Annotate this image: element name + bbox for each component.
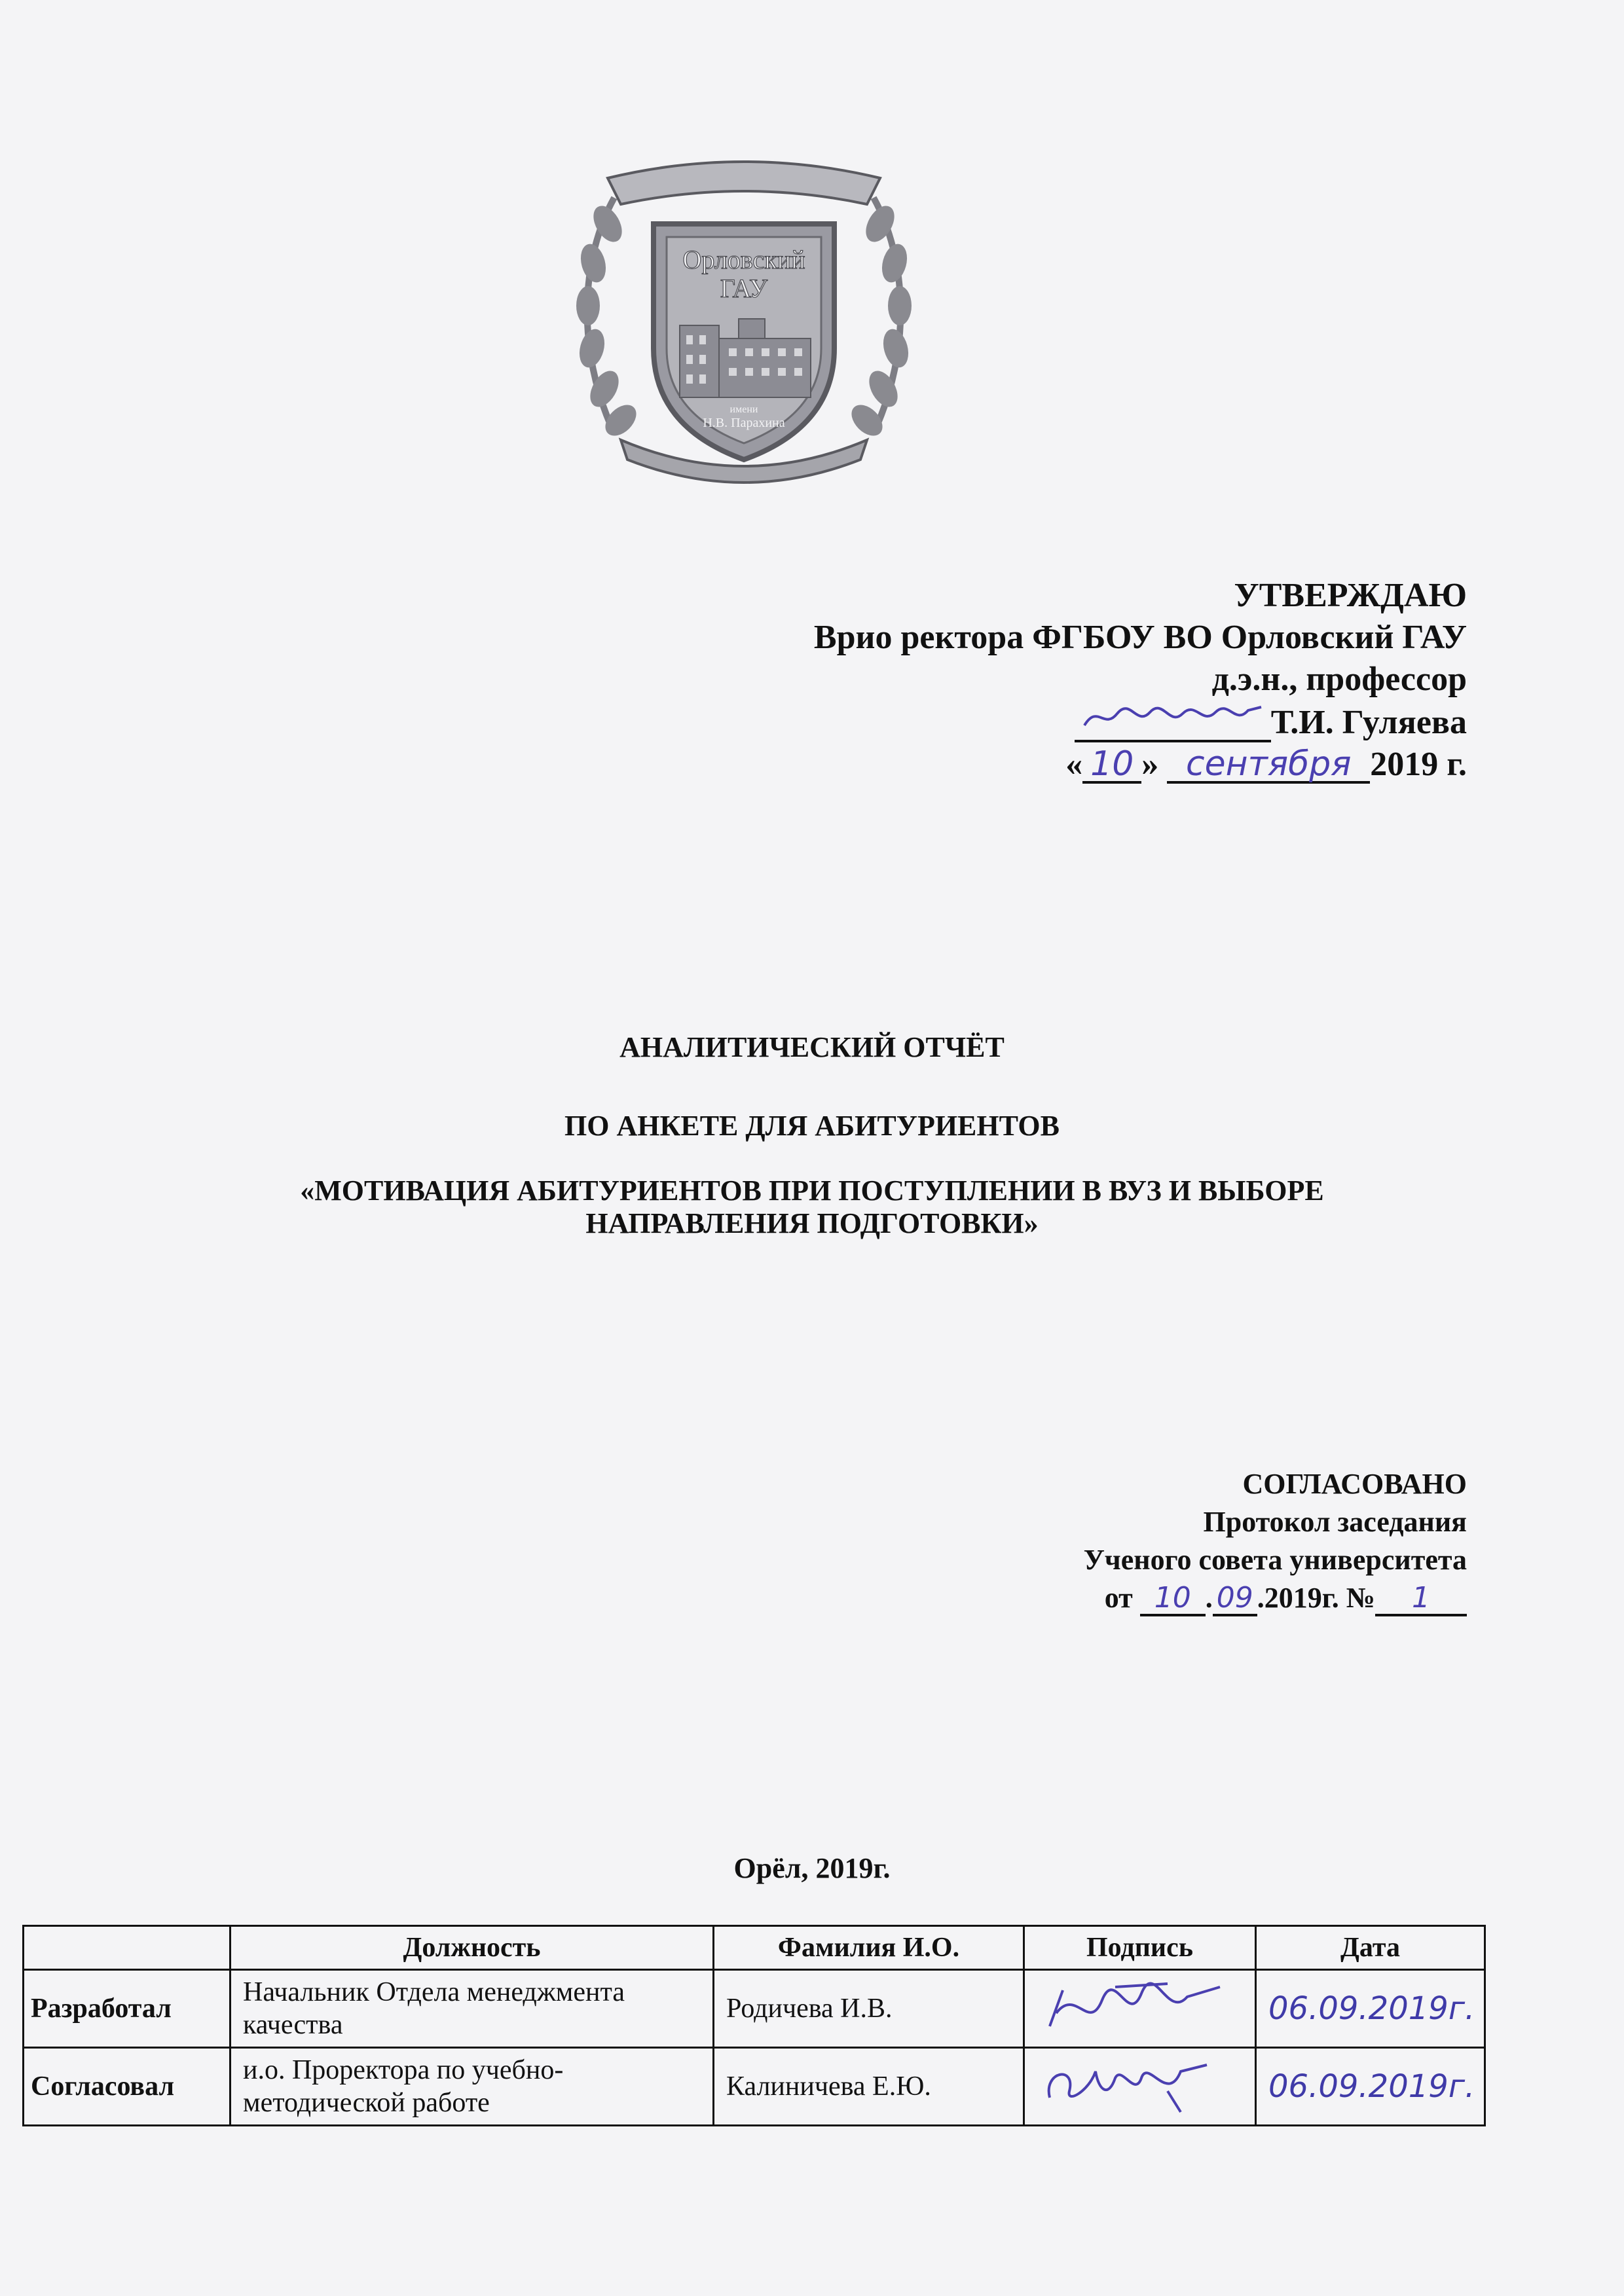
title-line-1: АНАЛИТИЧЕСКИЙ ОТЧЁТ [619,1031,1005,1063]
quote-open: « [1065,746,1083,783]
agreed-year: .2019г. № [1257,1582,1375,1614]
university-crest [568,152,919,503]
header-position: Должность [231,1926,714,1970]
header-date: Дата [1256,1926,1485,1970]
handwritten-signature-2 [1037,2052,1233,2115]
title-line-3: «МОТИВАЦИЯ АБИТУРИЕНТОВ ПРИ ПОСТУПЛЕНИИ В ВУЗ И ВЫБОРЕ [300,1175,1324,1207]
table-row [24,1970,1485,2048]
row-name: Родичева И.В. [714,1970,1024,2048]
approval-heading: УТВЕРЖДАЮ [1234,577,1467,614]
agreed-month: 09 [1213,1582,1257,1616]
agreed-protocol-line: от 10 . 09 .2019г. № 1 [747,1579,1467,1617]
report-title [118,1030,1506,1240]
approval-signature-line [550,701,1467,744]
agreed-number: 1 [1375,1582,1467,1616]
rector-name: Т.И. Гуляева [1270,704,1467,741]
agreed-heading: СОГЛАСОВАНО [1242,1468,1467,1500]
title-line-2: ПО АНКЕТЕ ДЛЯ АБИТУРИЕНТОВ [564,1110,1060,1142]
row-date: 06.09.2019г. [1256,1970,1485,2048]
row-date: 06.09.2019г. [1256,2048,1485,2126]
rector-signature [1075,701,1271,742]
handwritten-signature-1 [1037,1974,1233,2037]
crest-text-2: ГАУ [720,274,768,303]
row-role: Согласовал [24,2048,231,2126]
header-empty [24,1926,231,1970]
row-signature [1024,1970,1256,2048]
approval-year: 2019 г. [1370,746,1467,783]
agreed-line-2: Ученого совета университета [1083,1544,1467,1576]
row-role: Разработал [24,1970,231,2048]
row-name: Калиничева Е.Ю. [714,2048,1024,2126]
title-line-4: НАПРАВЛЕНИЯ ПОДГОТОВКИ» [585,1207,1039,1239]
approval-day: 10 [1082,747,1141,784]
signoff-table [22,1925,1486,2126]
agreed-day: 10 [1140,1582,1206,1616]
agreed-prefix: от [1104,1582,1133,1614]
quote-close: » [1141,746,1159,783]
handwritten-signature-rector [1078,701,1268,733]
crest-text-1: Орловский [682,245,805,274]
row-signature [1024,2048,1256,2126]
row-position: и.о. Проректора по учебно-методической работе [231,2048,714,2126]
row-position: Начальник Отдела менеджмента качества [231,1970,714,2048]
approval-block [550,575,1467,786]
agreed-block [747,1465,1467,1617]
table-header-row [24,1926,1485,1970]
approval-position: Врио ректора ФГБОУ ВО Орловский ГАУ [813,619,1467,656]
agreed-line-1: Протокол заседания [1203,1506,1467,1538]
approval-date [550,744,1467,786]
crest-text-4: Н.В. Парахина [703,416,785,430]
approval-degree: д.э.н., профессор [1211,661,1467,698]
crest-text-3: имени [729,404,758,415]
header-name: Фамилия И.О. [714,1926,1024,1970]
table-row [24,2048,1485,2126]
header-signature: Подпись [1024,1926,1256,1970]
approval-month: сентября [1167,747,1370,784]
city-year: Орёл, 2019г. [733,1852,891,1884]
